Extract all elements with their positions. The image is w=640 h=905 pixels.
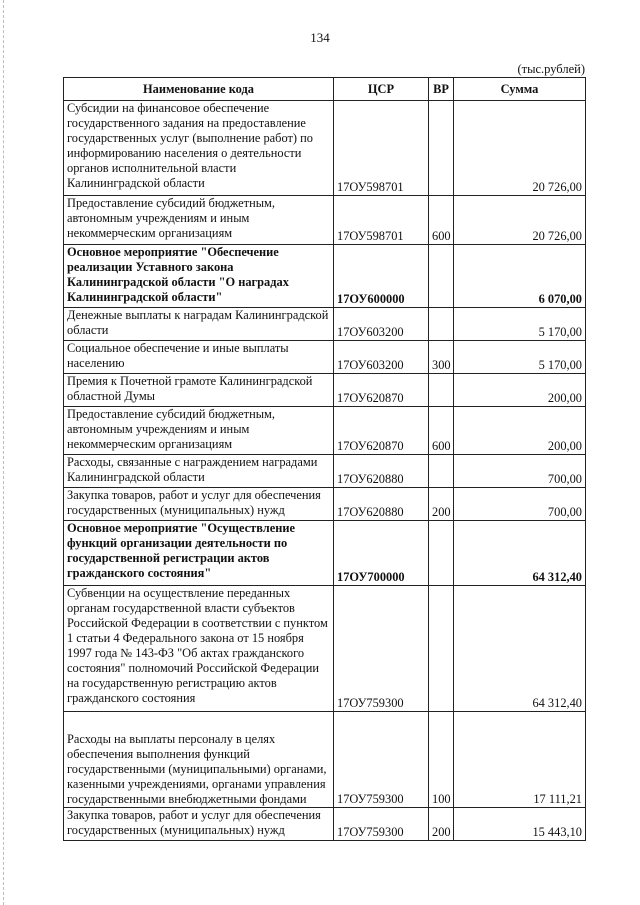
row-name: Основное мероприятие "Обеспечение реализации Уставного закона Калининградской области "О наградах Калининградской области" xyxy=(64,245,334,308)
row-csr: 17ОУ759300 xyxy=(334,586,429,712)
row-sum: 15 443,10 xyxy=(454,808,586,841)
table-row xyxy=(64,521,586,586)
row-vr: 100 xyxy=(429,712,454,808)
row-csr: 17ОУ620870 xyxy=(334,407,429,455)
table-row xyxy=(64,808,586,841)
row-sum: 20 726,00 xyxy=(454,101,586,196)
row-name: Предоставление субсидий бюджетным, автономным учреждениям и иным некоммерческим организациям xyxy=(64,196,334,245)
row-sum: 17 111,21 xyxy=(454,712,586,808)
scan-edge-line xyxy=(3,0,4,905)
row-csr: 17ОУ603200 xyxy=(334,341,429,374)
row-csr: 17ОУ598701 xyxy=(334,196,429,245)
units-label: (тыс.рублей) xyxy=(517,62,585,76)
row-csr: 17ОУ700000 xyxy=(334,521,429,586)
row-vr xyxy=(429,374,454,407)
row-name: Основное мероприятие "Осуществление функций организации деятельности по государственной регистрации актов гражданского состояния" xyxy=(64,521,334,586)
row-vr xyxy=(429,586,454,712)
row-csr: 17ОУ759300 xyxy=(334,808,429,841)
row-csr: 17ОУ620880 xyxy=(334,488,429,521)
row-vr xyxy=(429,245,454,308)
table-row xyxy=(64,712,586,808)
row-vr: 600 xyxy=(429,407,454,455)
row-vr xyxy=(429,455,454,488)
table-row xyxy=(64,455,586,488)
header-csr: ЦСР xyxy=(334,78,429,101)
table-row xyxy=(64,407,586,455)
row-vr: 200 xyxy=(429,488,454,521)
row-sum: 64 312,40 xyxy=(454,521,586,586)
row-csr: 17ОУ598701 xyxy=(334,101,429,196)
row-sum: 20 726,00 xyxy=(454,196,586,245)
row-vr: 200 xyxy=(429,808,454,841)
row-vr xyxy=(429,521,454,586)
row-csr: 17ОУ620880 xyxy=(334,455,429,488)
row-name: Субвенции на осуществление переданных органам государственной власти субъектов Российской Федерации в соответствии с пунктом 1 статьи 4 Федерального закона от 15 ноября 1997 года № 143-ФЗ "Об актах гражданского состояния" полномочий Российской Федерации на государственную регистрацию актов гражданского состояния xyxy=(64,586,334,712)
table-row xyxy=(64,101,586,196)
row-name: Закупка товаров, работ и услуг для обеспечения государственных (муниципальных) нужд xyxy=(64,808,334,841)
page-number: 134 xyxy=(310,30,330,45)
table-row xyxy=(64,586,586,712)
row-csr: 17ОУ759300 xyxy=(334,712,429,808)
table-row xyxy=(64,488,586,521)
header-vr: ВР xyxy=(429,78,454,101)
row-name: Расходы на выплаты персоналу в целях обеспечения выполнения функций государственными (муниципальными) органами, казенными учреждениями, органами управления государственными внебюджетными фондами xyxy=(64,712,334,808)
table-row xyxy=(64,374,586,407)
row-sum: 200,00 xyxy=(454,407,586,455)
table-row xyxy=(64,341,586,374)
row-sum: 700,00 xyxy=(454,488,586,521)
row-csr: 17ОУ600000 xyxy=(334,245,429,308)
row-name: Предоставление субсидий бюджетным, автономным учреждениям и иным некоммерческим организациям xyxy=(64,407,334,455)
row-sum: 200,00 xyxy=(454,374,586,407)
row-name: Премия к Почетной грамоте Калининградской областной Думы xyxy=(64,374,334,407)
table-row xyxy=(64,308,586,341)
row-vr xyxy=(429,101,454,196)
header-sum: Сумма xyxy=(454,78,586,101)
row-sum: 5 170,00 xyxy=(454,308,586,341)
row-csr: 17ОУ603200 xyxy=(334,308,429,341)
row-vr: 300 xyxy=(429,341,454,374)
row-name: Социальное обеспечение и иные выплаты населению xyxy=(64,341,334,374)
row-csr: 17ОУ620870 xyxy=(334,374,429,407)
row-sum: 700,00 xyxy=(454,455,586,488)
table-row xyxy=(64,196,586,245)
row-name: Расходы, связанные с награждением наградами Калининградской области xyxy=(64,455,334,488)
row-name: Субсидии на финансовое обеспечение государственного задания на предоставление государственных услуг (выполнение работ) по информированию населения о деятельности органов исполнительной власти Калининградской области xyxy=(64,101,334,196)
table-header-row xyxy=(64,78,586,101)
row-name: Закупка товаров, работ и услуг для обеспечения государственных (муниципальных) нужд xyxy=(64,488,334,521)
row-sum: 5 170,00 xyxy=(454,341,586,374)
row-name: Денежные выплаты к наградам Калининградской области xyxy=(64,308,334,341)
row-vr: 600 xyxy=(429,196,454,245)
table-row xyxy=(64,245,586,308)
row-sum: 6 070,00 xyxy=(454,245,586,308)
row-vr xyxy=(429,308,454,341)
row-sum: 64 312,40 xyxy=(454,586,586,712)
budget-table xyxy=(63,77,586,841)
header-name: Наименование кода xyxy=(64,78,334,101)
